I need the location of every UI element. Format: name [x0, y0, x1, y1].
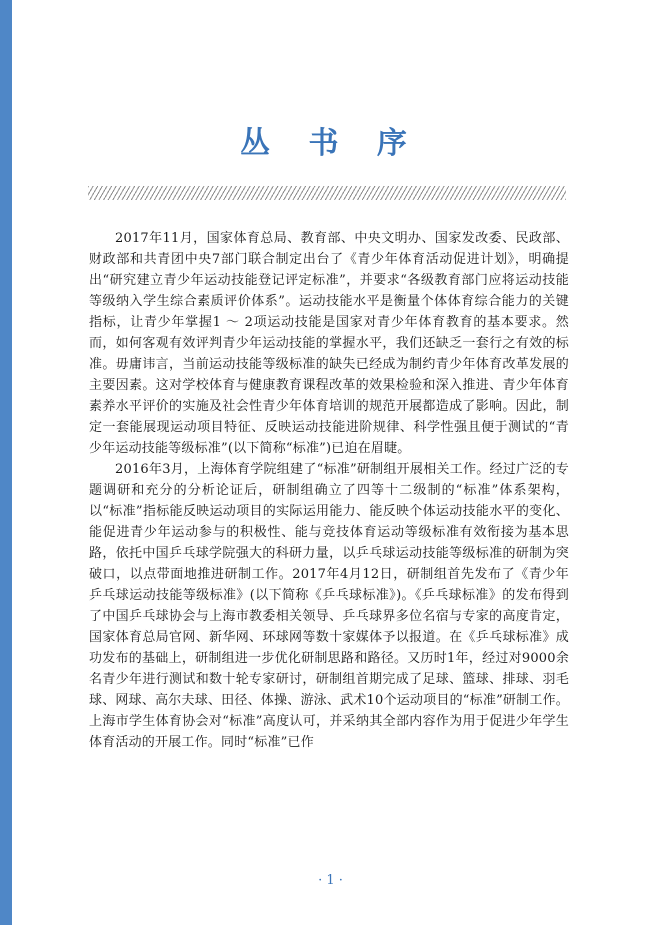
- decorative-hatch-divider: [88, 186, 566, 200]
- paragraph-1: 2017年11月，国家体育总局、教育部、中央文明办、国家发改委、民政部、财政部和共青团中央7部门联合制定出台了《青少年体育活动促进计划》，明确提出“研究建立青少年运动技能登记评定标准”，并要求“各级教育部门应将运动技能等级纳入学生综合素质评价体系”。运动技能水平是衡量个体体育综合能力的关键指标，让青少年掌握1 ～ 2项运动技能是国家对青少年体育教育的基本要求。然而，如何客观有效评判青少年运动技能的掌握水平，我们还缺乏一套行之有效的标准。毋庸讳言，当前运动技能等级标准的缺失已经成为制约青少年体育改革发展的主要因素。这对学校体育与健康教育课程改革的效果检验和深入推进、青少年体育素养水平评价的实施及社会性青少年体育培训的规范开展都造成了影响。因此，制定一套能展现运动项目特征、反映运动技能进阶规律、科学性强且便于测试的“青少年运动技能等级标准”(以下简称“标准”)已迫在眉睫。: [89, 231, 569, 456]
- body-text: [89, 228, 569, 753]
- page-number: · 1 ·: [318, 873, 343, 888]
- page-title: 丛 书 序: [240, 126, 421, 161]
- paragraph-2: 2016年3月，上海体育学院组建了“标准”研制组开展相关工作。经过广泛的专题调研和充分的分析论证后，研制组确立了四等十二级制的“标准”体系架构，以“标准”指标能反映运动项目的实际运用能力、能反映个体运动技能水平的变化、能促进青少年运动参与的积极性、能与竞技体育运动等级标准有效衔接为基本思路，依托中国乒乓球学院强大的科研力量，以乒乓球运动技能等级标准的研制为突破口，以点带面地推进研制工作。2017年4月12日，研制组首先发布了《青少年乒乓球运动技能等级标准》(以下简称《乒乓球标准》)。《乒乓球标准》的发布得到了中国乒乓球协会与上海市教委相关领导、乒乓球界多位名宿与专家的高度肯定，国家体育总局官网、新华网、环球网等数十家媒体予以报道。在《乒乓球标准》成功发布的基础上，研制组进一步优化研制思路和路径。又历时1年，经过对9000余名青少年进行测试和数十轮专家研讨，研制组首期完成了足球、篮球、排球、羽毛球、网球、高尔夫球、田径、体操、游泳、武术10个运动项目的“标准”研制工作。上海市学生体育协会对“标准”高度认可，并采纳其全部内容作为用于促进少年学生体育活动的开展工作。同时“标准”已作: [89, 462, 569, 750]
